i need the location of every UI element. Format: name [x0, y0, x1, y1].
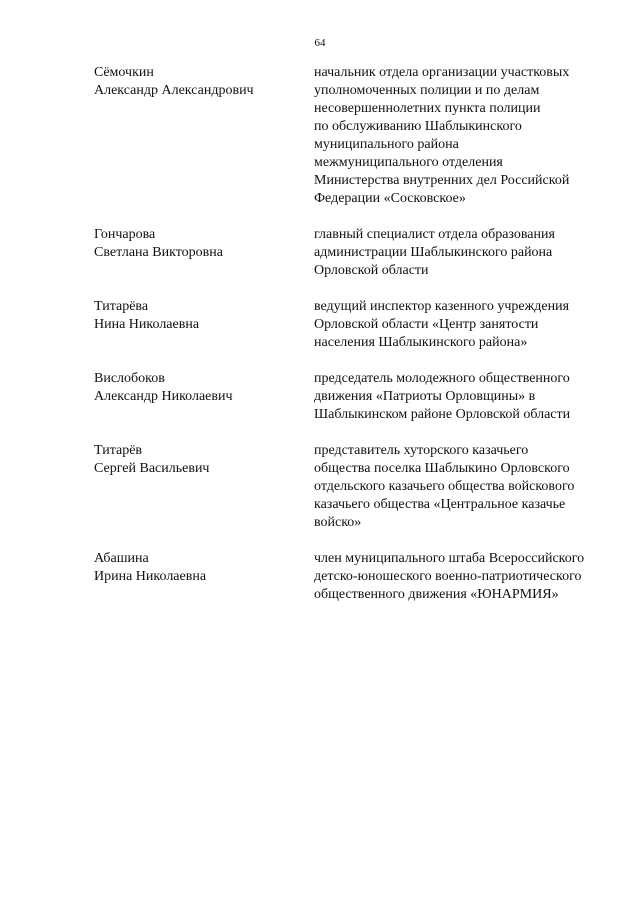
member-given-names: Ирина Николаевна [94, 569, 207, 584]
page-number: 64 [314, 37, 326, 49]
member-given-names: Нина Николаевна [94, 317, 200, 332]
member-position: председатель молодежного общественного движения «Патриоты Орловщины» в Шаблыкинском районе Орловской области [314, 371, 571, 422]
member-entry [94, 442, 614, 532]
member-name [94, 298, 314, 352]
member-entry [94, 550, 614, 604]
member-surname: Сёмочкин [94, 65, 154, 80]
member-given-names: Александр Александрович [94, 83, 254, 98]
member-list [94, 64, 614, 622]
member-surname: Титарёв [94, 443, 143, 458]
member-position: главный специалист отдела образования администрации Шаблыкинского района Орловской области [314, 227, 555, 278]
member-position: начальник отдела организации участковых уполномоченных полиции и по делам несовершеннолетних пункта полиции по обслуживанию Шаблыкинского муниципального района межмуниципального отделения Министерства внутренних дел Российской Федерации «Сосковское» [314, 65, 570, 206]
member-given-names: Александр Николаевич [94, 389, 233, 404]
member-position: представитель хуторского казачьего общества поселка Шаблыкино Орловского отдельского казачьего общества войскового казачьего общества «Центральное казачье войско» [314, 443, 575, 530]
member-surname: Абашина [94, 551, 149, 566]
member-surname: Титарёва [94, 299, 149, 314]
member-name [94, 370, 314, 424]
member-position: член муниципального штаба Всероссийского детско-юношеского военно-патриотического общественного движения «ЮНАРМИЯ» [314, 551, 585, 602]
member-entry [94, 370, 614, 424]
member-surname: Гончарова [94, 227, 156, 242]
member-name [94, 226, 314, 280]
member-entry [94, 226, 614, 280]
member-entry [94, 298, 614, 352]
member-position: ведущий инспектор казенного учреждения Орловской области «Центр занятости населения Шаблыкинского района» [314, 299, 570, 350]
member-surname: Вислобоков [94, 371, 165, 386]
member-given-names: Светлана Викторовна [94, 245, 223, 260]
member-name [94, 442, 314, 532]
member-given-names: Сергей Васильевич [94, 461, 210, 476]
member-entry [94, 64, 614, 208]
member-name [94, 64, 314, 208]
member-name [94, 550, 314, 604]
